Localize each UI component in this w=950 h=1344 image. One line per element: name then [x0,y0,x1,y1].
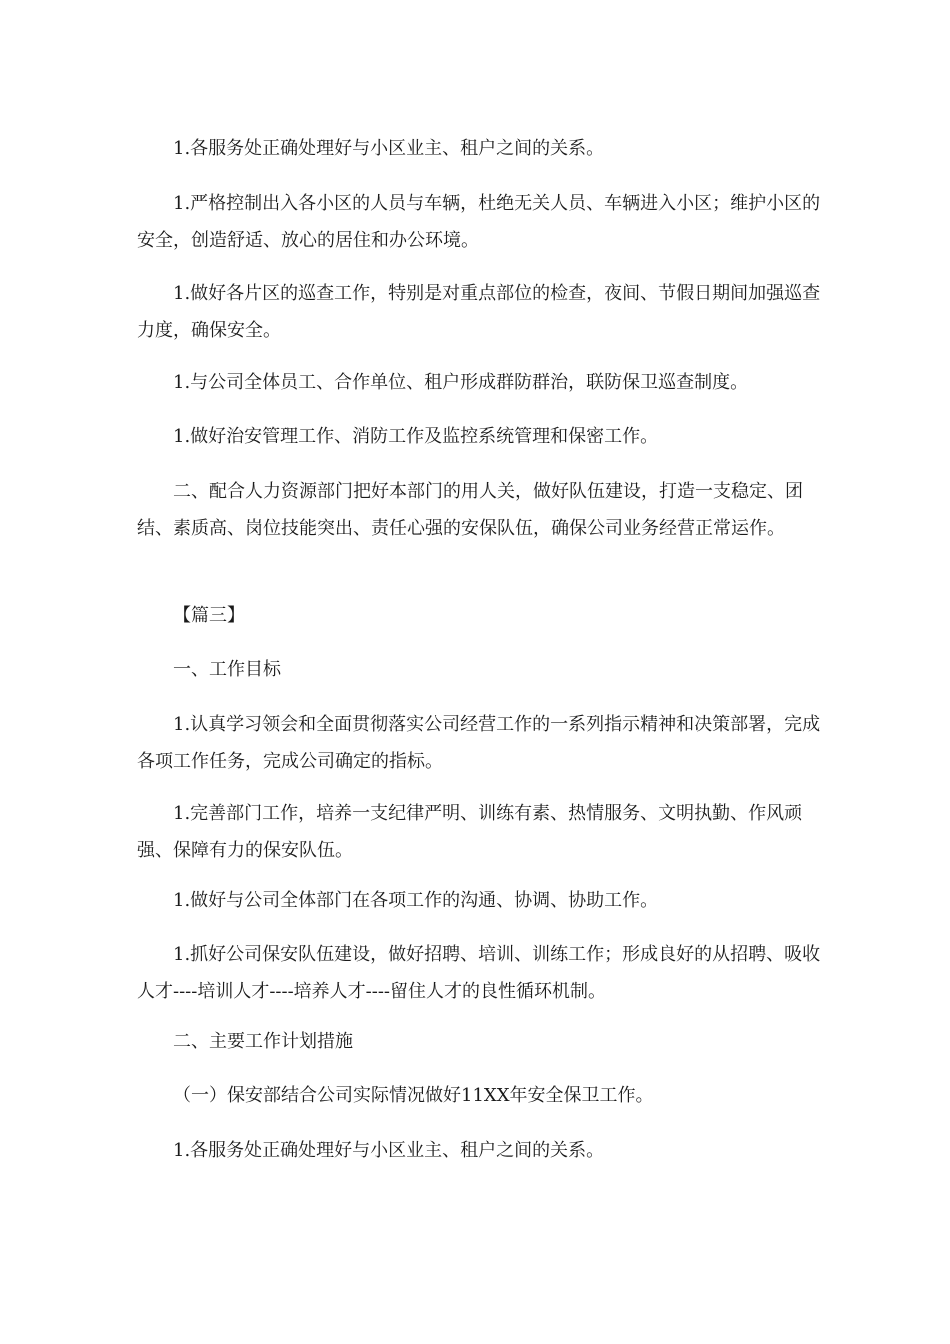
section-heading-work-goals: 一、工作目标 [173,659,281,680]
section-heading-pian-san: 【篇三】 [173,605,245,626]
paragraph-3: 1.做好各片区的巡查工作，特别是对重点部位的检查，夜间、节假日期间加强巡查力度，确保安全。 [137,283,821,341]
paragraph-2: 1.严格控制出入各小区的人员与车辆，杜绝无关人员、车辆进入小区；维护小区的安全，创造舒适、放心的居住和办公环境。 [137,193,821,251]
paragraph-1: 1.各服务处正确处理好与小区业主、租户之间的关系。 [173,138,605,159]
paragraph-6: 二、配合人力资源部门把好本部门的用人关，做好队伍建设，打造一支稳定、团结、素质高、岗位技能突出、责任心强的安保队伍，确保公司业务经营正常运作。 [137,481,803,539]
paragraph-10: 1.抓好公司保安队伍建设，做好招聘、培训、训练工作；形成良好的从招聘、吸收人才----培训人才----培养人才----留住人才的良性循环机制。 [137,944,821,1002]
paragraph-11: 1.各服务处正确处理好与小区业主、租户之间的关系。 [173,1140,605,1161]
paragraph-8: 1.完善部门工作，培养一支纪律严明、训练有素、热情服务、文明执勤、作风顽强、保障有力的保安队伍。 [137,803,803,861]
paragraph-4: 1.与公司全体员工、合作单位、租户形成群防群治，联防保卫巡查制度。 [173,372,749,393]
paragraph-9: 1.做好与公司全体部门在各项工作的沟通、协调、协助工作。 [173,890,659,911]
paragraph-7: 1.认真学习领会和全面贯彻落实公司经营工作的一系列指示精神和决策部署，完成各项工作任务，完成公司确定的指标。 [137,714,821,772]
sub-heading-security-work: （一）保安部结合公司实际情况做好11XX年安全保卫工作。 [173,1085,654,1106]
section-heading-main-measures: 二、主要工作计划措施 [173,1031,353,1052]
paragraph-5: 1.做好治安管理工作、消防工作及监控系统管理和保密工作。 [173,426,659,447]
